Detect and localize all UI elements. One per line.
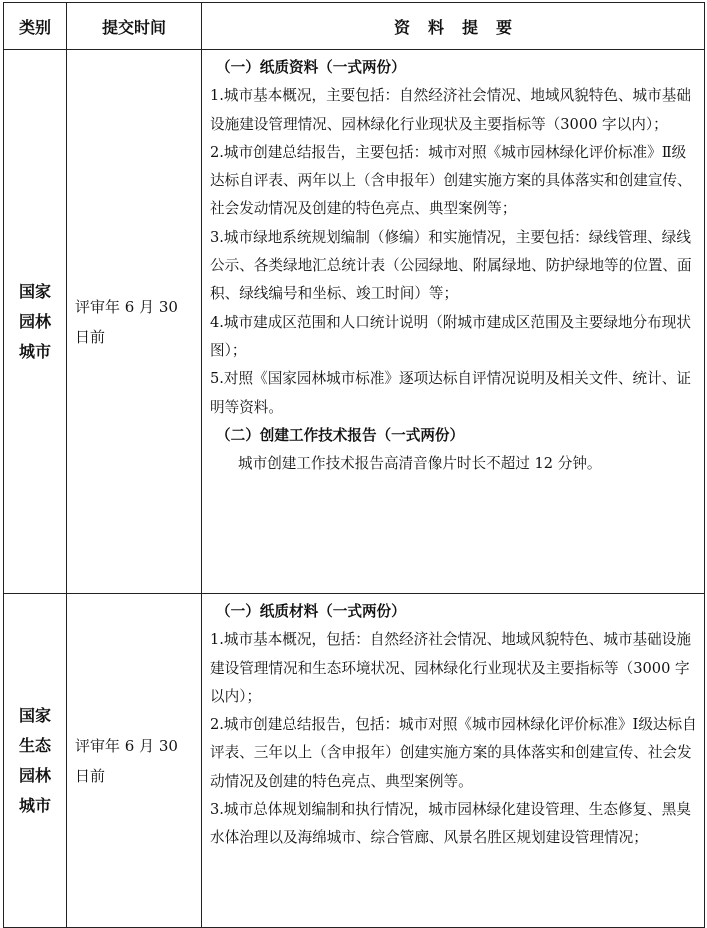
list-item: 3.城市绿地系统规划编制（修编）和实施情况，主要包括：绿线管理、绿线公示、各类绿地汇总统计表（公园绿地、附属绿地、防护绿地等的位置、面积、绿线编号和坐标、竣工时间）等； (210, 228, 692, 303)
list-item: 1.城市基本概况，包括：自然经济社会情况、地域风貌特色、城市基础设施建设管理情况和生态环境状况、园林绿化行业现状及主要指标等（3000 字以内）； (210, 631, 691, 705)
content-cell (202, 594, 705, 928)
header-category: 类别 (4, 3, 67, 50)
category-line: 城市 (18, 341, 51, 361)
list-item: 5.对照《国家园林城市标准》逐项达标自评情况说明及相关文件、统计、证明等资料。 (210, 370, 691, 416)
header-submit-time: 提交时间 (67, 3, 202, 50)
category-line: 国家 (18, 705, 51, 725)
section-note: 城市创建工作技术报告高清音像片时长不超过 12 分钟。 (238, 455, 602, 473)
header-content: 资料提要 (202, 3, 705, 50)
category-cell (4, 594, 67, 928)
list-item: 1.城市基本概况，主要包括：自然经济社会情况、地域风貌特色、城市基础设施建设管理情况、园林绿化行业现状及主要指标等（3000 字以内）； (210, 87, 691, 133)
requirements-table (3, 2, 705, 928)
list-item: 3.城市总体规划编制和执行情况，城市园林绿化建设管理、生态修复、黑臭水体治理以及海绵城市、综合管廊、风景名胜区规划建设管理情况； (210, 801, 691, 847)
category-cell (4, 50, 67, 594)
table-header-row (4, 3, 705, 50)
submit-time-cell: 评审年 6 月 30 日前 (67, 594, 202, 928)
section-title: （二）创建工作技术报告（一式两份） (216, 426, 465, 444)
list-item: 2.城市创建总结报告，包括：城市对照《城市园林绿化评价标准》Ⅰ级达标自评表、三年以上（含申报年）创建实施方案的具体落实和创建宣传、社会发动情况及创建的特色亮点、典型案例等。 (210, 716, 697, 790)
submit-time-cell: 评审年 6 月 30 日前 (67, 50, 202, 594)
list-item: 2.城市创建总结报告，主要包括：城市对照《城市园林绿化评价标准》Ⅱ级达标自评表、两年以上（含申报年）创建实施方案的具体落实和创建宣传、社会发动情况及创建的特色亮点、典型案例等； (210, 143, 692, 218)
category-line: 园林 (18, 765, 51, 785)
table-row (4, 50, 705, 594)
category-line: 生态 (18, 735, 51, 755)
content-cell (202, 50, 705, 594)
category-line: 城市 (18, 795, 51, 815)
category-line: 园林 (18, 311, 51, 331)
list-item: 4.城市建成区范围和人口统计说明（附城市建成区范围及主要绿地分布现状图）； (210, 313, 691, 359)
category-line: 国家 (18, 281, 51, 301)
table-row (4, 594, 705, 928)
section-title: （一）纸质资料（一式两份） (216, 59, 406, 76)
section-title: （一）纸质材料（一式两份） (216, 603, 406, 620)
